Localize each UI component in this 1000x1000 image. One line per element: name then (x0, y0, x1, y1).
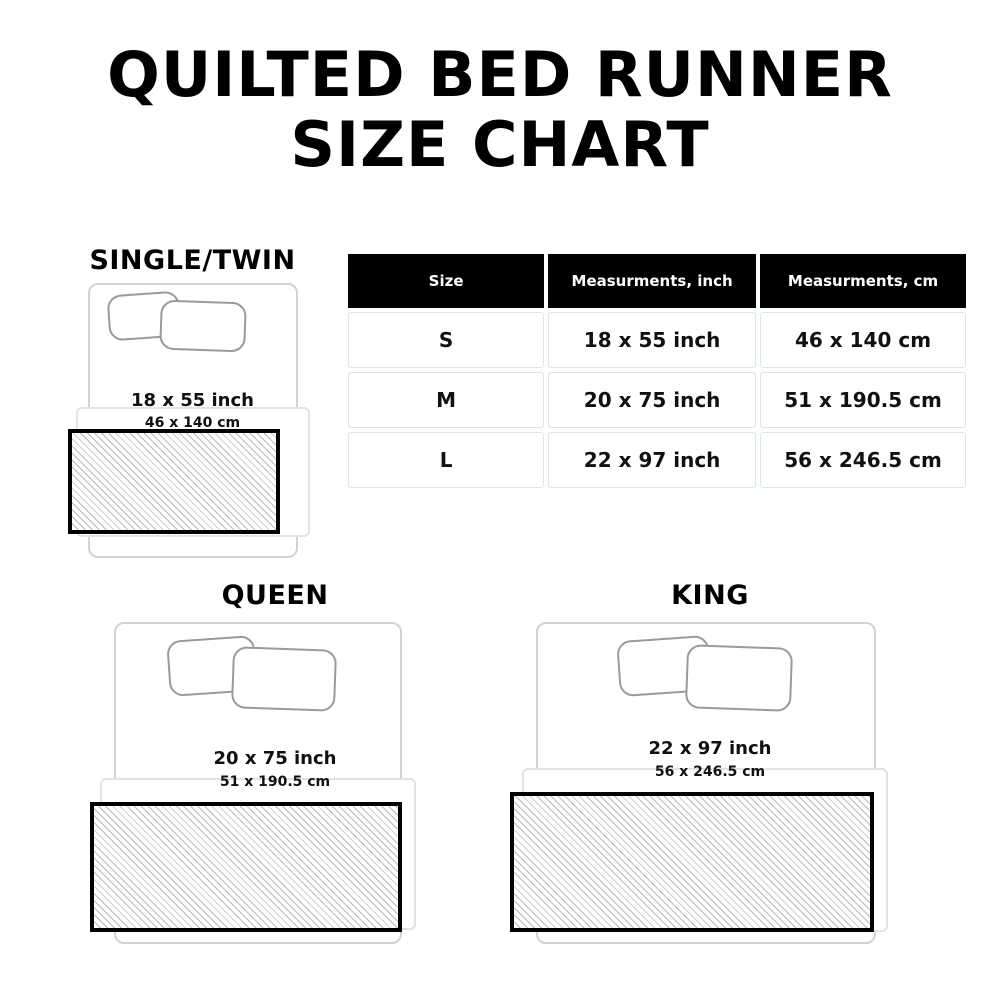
size-chart-table (344, 250, 970, 492)
bed-heading-single-twin: SINGLE/TWIN (89, 245, 296, 276)
page-title (0, 40, 1000, 180)
title-line-1: QUILTED BED RUNNER (107, 38, 893, 111)
table-header-size: Size (348, 254, 544, 308)
bed-runner-king (510, 792, 874, 932)
table-header-row (348, 254, 966, 308)
bed-illustration-single-twin (60, 245, 325, 565)
pillow-front (685, 644, 793, 712)
dimension-cm-single-twin: 46 x 140 cm (144, 415, 241, 431)
cell-size-m: M (348, 372, 544, 428)
dimension-cm-queen: 51 x 190.5 cm (219, 774, 331, 790)
pillow-front (159, 300, 247, 353)
cell-size-l: L (348, 432, 544, 488)
table-header-inch: Measurments, inch (548, 254, 756, 308)
bed-heading-queen: QUEEN (221, 580, 329, 611)
dimension-inch-king: 22 x 97 inch (648, 738, 772, 759)
dimension-inch-single-twin: 18 x 55 inch (131, 390, 254, 411)
dimension-cm-king: 56 x 246.5 cm (654, 764, 766, 780)
cell-inch-s: 18 x 55 inch (548, 312, 756, 368)
bed-heading-king: KING (671, 580, 749, 611)
cell-cm-s: 46 x 140 cm (760, 312, 966, 368)
dimension-inch-queen: 20 x 75 inch (213, 748, 337, 769)
table-row (348, 372, 966, 428)
table-header-cm: Measurments, cm (760, 254, 966, 308)
bed-runner-single-twin (68, 429, 280, 534)
table-row (348, 432, 966, 488)
cell-inch-m: 20 x 75 inch (548, 372, 756, 428)
cell-size-s: S (348, 312, 544, 368)
pillow-front (231, 646, 337, 712)
title-line-2: SIZE CHART (290, 108, 710, 181)
cell-cm-l: 56 x 246.5 cm (760, 432, 966, 488)
bed-illustration-queen (80, 580, 470, 960)
table-row (348, 312, 966, 368)
cell-cm-m: 51 x 190.5 cm (760, 372, 966, 428)
cell-inch-l: 22 x 97 inch (548, 432, 756, 488)
bed-illustration-king (500, 580, 920, 960)
bed-runner-queen (90, 802, 402, 932)
